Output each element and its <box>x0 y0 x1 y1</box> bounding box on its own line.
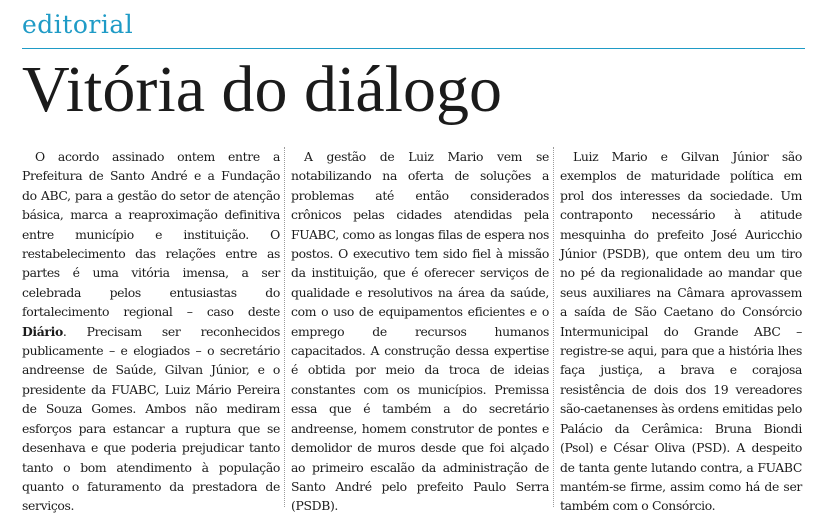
column-divider-1 <box>284 147 285 507</box>
article-column-2 <box>291 147 549 516</box>
paragraph-2: A gestão de Luiz Mario vem se notabilizando na oferta de soluções a problemas até então considerados crônicos pelas cidades atendidas pela FUABC, como as longas filas de espera nos postos. O executivo tem sido fiel à missão da instituição, que é oferecer serviços de qualidade e resolutivos na área da saúde, com o uso de equipamentos eficientes e o emprego de recursos humanos capacitados. A construção dessa expertise é obtida por meio da troca de ideias constantes com os municípios. Premissa essa que é também a do secretário andreense, homem construtor de pontes e demolidor de muros desde que foi alçado ao primeiro escalão da administração de Santo André pelo prefeito Paulo Serra (PSDB). <box>291 149 549 514</box>
article-column-3 <box>560 147 802 516</box>
section-label: editorial <box>22 10 134 39</box>
paragraph-1 <box>22 147 280 516</box>
section-rule <box>22 48 805 49</box>
newspaper-name: Diário <box>22 323 63 339</box>
paragraph-1-continuation: . Precisam ser reconhecidos publicamente – e elogiados – o secretário andreense de Saúde, Gilvan Júnior, e o presidente da FUABC, Luiz Mário Pereira de Souza Gomes. Ambos não mediram esforços para estancar a ruptura que se desenhava e que poderia prejudicar tanto tanto o bom atendimento à população quanto o faturamento da prestadora de serviços. <box>22 323 280 514</box>
column-divider-2 <box>553 147 554 507</box>
paragraph-1-text: O acordo assinado ontem entre a Prefeitura de Santo André e a Fundação do ABC, para a gestão do setor de atenção básica, marca a reaproximação definitiva entre município e instituição. O restabelecimento das relações entre as partes é uma vitória imensa, a ser celebrada pelos entusiastas do fortalecimento regional – caso deste <box>22 149 280 320</box>
headline: Vitória do diálogo <box>22 53 502 126</box>
article-column-1 <box>22 147 280 516</box>
paragraph-3: Luiz Mario e Gilvan Júnior são exemplos de maturidade política em prol dos interesses da sociedade. Um contraponto necessário à atitude mesquinha do prefeito José Auricchio Júnior (PSDB), que ontem deu um tiro no pé da regionalidade ao mandar que seus auxiliares na Câmara aprovassem a saída de São Caetano do Consórcio Intermunicipal do Grande ABC – registre-se aqui, para que a história lhes faça justiça, a brava e corajosa resistência de dois dos 19 vereadores são-caetanenses às ordens emitidas pelo Palácio da Cerâmica: Bruna Biondi (Psol) e César Oliva (PSD). A despeito de tanta gente lutando contra, a FUABC mantém-se firme, assim como há de ser também com o Consórcio. <box>560 149 802 514</box>
